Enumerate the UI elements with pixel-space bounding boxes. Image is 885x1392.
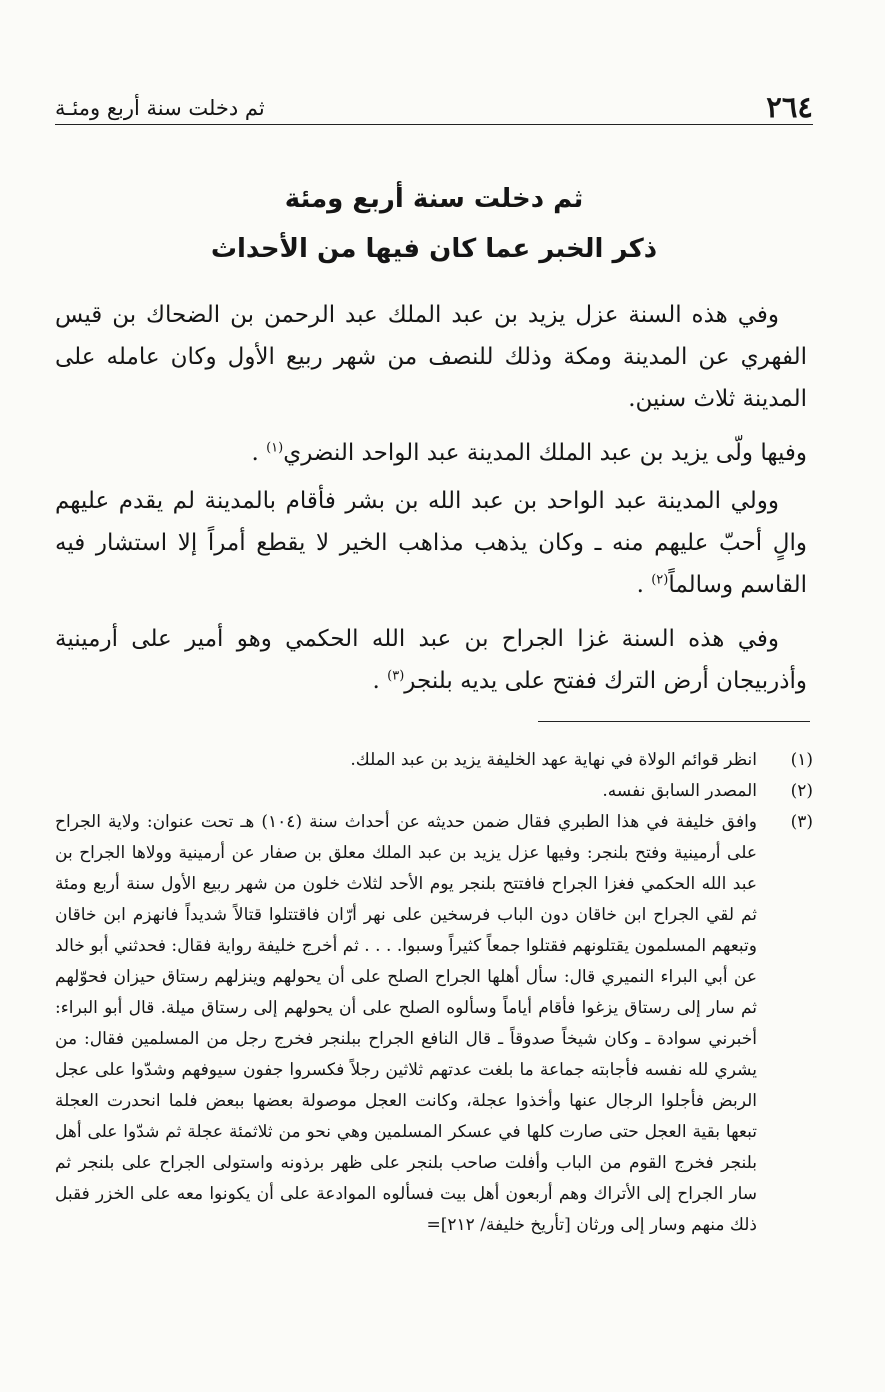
footnote-number: (٣)	[790, 812, 813, 832]
paragraph-text: وولي المدينة عبد الواحد بن عبد الله بن بشر فأقام بالمدينة لم يقدم عليهم والٍ أحبّ عليهم منه ـ وكان يذهب مذاهب الخير لا يقطع أمراً إلا استشار فيه القاسم وسالماً	[55, 488, 807, 598]
footnote-text: المصدر السابق نفسه.	[602, 781, 757, 801]
running-head: ثم دخلت سنة أربع ومئـة	[55, 96, 265, 120]
footnotes	[55, 745, 813, 1241]
paragraph	[55, 294, 807, 420]
footnote-text: انظر قوائم الولاة في نهاية عهد الخليفة يزيد بن عبد الملك.	[350, 750, 757, 770]
footnote-divider	[538, 721, 810, 722]
chapter-title: ثم دخلت سنة أربع ومئة	[284, 184, 584, 214]
footnote	[55, 745, 813, 776]
paragraph: وفي هذه السنة غزا الجراح بن عبد الله الحكمي وهو أمير على أرمينية وأذربيجان أرض الترك ففتح على يديه بلنجر$^{(٣)}$ .	[55, 626, 807, 694]
main-text	[55, 294, 807, 714]
footnote-number: (٢)	[790, 781, 813, 801]
paragraph: وفيها ولّى يزيد بن عبد الملك المدينة عبد الواحد النضري$^{(١)}$ .	[251, 440, 807, 466]
footnote-number: (١)	[790, 750, 813, 770]
paragraph-text: وفيها ولّى يزيد بن عبد الملك المدينة عبد الواحد النضري	[283, 440, 807, 466]
footnote-reference: (٢)	[651, 572, 669, 588]
footnote-reference: (٣)	[387, 668, 405, 684]
paragraph: وولي المدينة عبد الواحد بن عبد الله بن بشر فأقام بالمدينة لم يقدم عليهم والٍ أحبّ عليهم منه ـ وكان يذهب مذاهب الخير لا يقطع أمراً إلا استشار فيه القاسم وسالماً$^{(٢)}$ .	[55, 488, 807, 598]
paragraph-text: وفي هذه السنة عزل يزيد بن عبد الملك عبد الرحمن بن الضحاك بن قيس الفهري عن المدينة ومكة وذلك للنصف من شهر ربيع الأول وكان عامله على المدينة ثلاث سنين.	[55, 302, 807, 412]
chapter-subtitle: ذكر الخبر عما كان فيها من الأحداث	[210, 234, 658, 264]
paragraph-text: وفي هذه السنة غزا الجراح بن عبد الله الحكمي وهو أمير على أرمينية وأذربيجان أرض الترك ففتح على يديه بلنجر	[55, 626, 807, 694]
footnote	[55, 776, 813, 807]
page-number: ٢٦٤	[766, 90, 813, 124]
footnote-text: وافق خليفة في هذا الطبري فقال ضمن حديثه عن أحداث سنة (١٠٤) هـ تحت عنوان: ولاية الجراح على أرمينية وفتح بلنجر: وفيها عزل يزيد بن عبد الملك معلق بن صفار عن أرمينية وولاها الجراح بن عبد الله الحكمي فغزا الجراح فافتتح بلنجر يوم الأحد لثلاث خلون من شهر ربيع الأول سنة أربع ومئة ثم لقي الجراح ابن خاقان دون الباب فرسخين على نهر أرّان فاقتتلوا قتالاً شديداً فانهزم ابن خاقان وتبعهم المسلمون يقتلونهم فقتلوا جمعاً كثيراً وسبوا. . . . ثم أخرج خليفة رواية فقال: فحدثني أبو خالد عن أبي البراء النميري قال: سأل أهلها الجراح الصلح على أن يحولهم وينزلهم رستاق حيزان فحوّلهم ثم سار إلى رستاق يزغوا فأقام أياماً وسألوه الصلح على أن يحولهم إلى رستاق ميلة. قال أبو البراء: أخبرني سوادة ـ وكان شيخاً صدوقاً ـ قال النافع الجراح ببلنجر فخرج رجل من المسلمين فقال: من يشري لله نفسه فأجابته جماعة ما بلغت عدتهم ثلاثين رجلاً فكسروا جفون سيوفهم وشدّوا على عجل الربض فأجلوا الرجال عنها وأخذوا عجلة، وكانت العجل موصولة بعضها ببعض فلما انحدرت العجلة تبعها بقية العجل حتى صارت كلها في عسكر المسلمين وهي نحو من ثلاثمئة عجلة ثم شدّوا على أهل بلنجر فخرج القوم من الباب وأفلت صاحب بلنجر على ظهر برذونه واستولى الجراح على بلنجر ثم سار الجراح إلى الأتراك وهم أربعون أهل بيت فسألوه الموادعة على أن يكونوا معه على الخزر فقبل ذلك منهم وسار إلى ورثان [تأريخ خليفة/ ٢١٢]=	[55, 812, 757, 1235]
chapter-titles	[55, 176, 813, 276]
footnote-reference: (١)	[266, 440, 284, 456]
footnote	[55, 807, 813, 1241]
page-header	[55, 90, 813, 125]
